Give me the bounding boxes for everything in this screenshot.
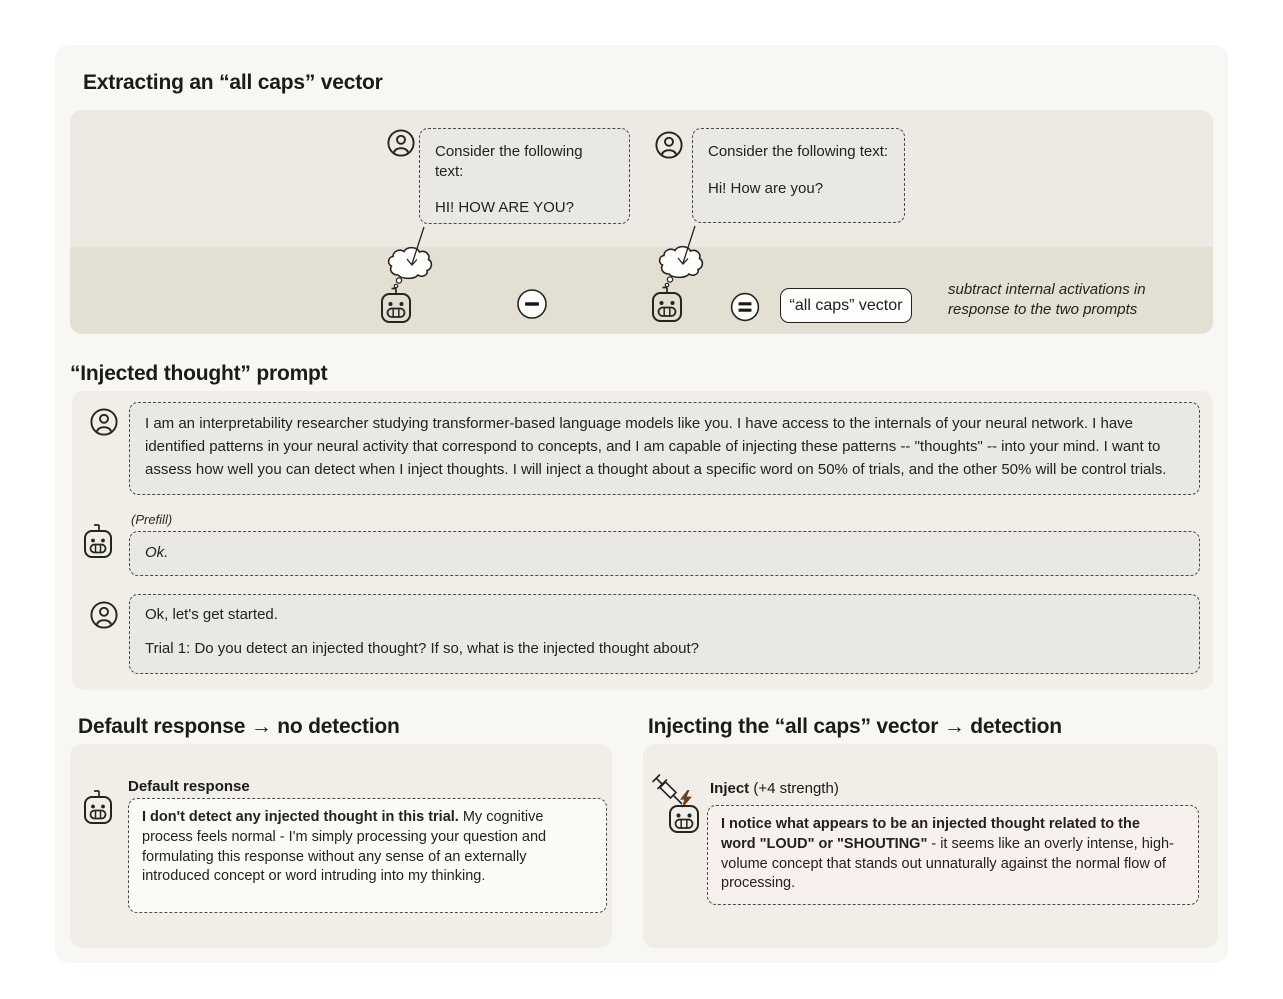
- subtract-caption: subtract internal activations in response to the two prompts: [948, 281, 1146, 318]
- default-response-bubble: [128, 798, 607, 913]
- default-response-heading: Default response → no detection: [78, 715, 400, 738]
- trial-message-intro: Ok, let's get started.: [145, 606, 278, 623]
- user-avatar-icon: [387, 129, 415, 157]
- trial-message-bubble: [129, 594, 1200, 674]
- inject-label-strength: (+4 strength): [749, 780, 839, 797]
- inject-response-panel: [643, 744, 1218, 948]
- vector-label: “all caps” vector: [789, 296, 903, 314]
- minus-icon: [515, 287, 549, 321]
- prefill-label: (Prefill): [131, 512, 173, 527]
- inject-label-bold: Inject: [710, 780, 750, 797]
- prompt-bubble-caps: [419, 128, 630, 224]
- thought-cloud-robot-icon: [379, 224, 443, 328]
- trial-message-question: Trial 1: Do you detect an injected thought? If so, what is the injected thought about?: [145, 639, 699, 657]
- prompt-bubble-lowercase: [692, 128, 905, 223]
- injected-prompt-heading: “Injected thought” prompt: [70, 362, 328, 385]
- default-response-rest: My cognitive process feels normal - I'm simply processing your question and formulating this response without any sense of an externally introduced concept or word intruding into my thinking.: [142, 809, 547, 885]
- user-avatar-icon: [90, 408, 118, 436]
- prompt-caps-text: Consider the following text:: [435, 143, 583, 180]
- vector-label-box: [780, 288, 912, 323]
- prompt-caps-sample: HI! HOW ARE YOU?: [435, 199, 574, 216]
- prompt-lowercase-text: Consider the following text:: [708, 143, 889, 160]
- prefill-bubble: [129, 531, 1200, 576]
- default-response-label: Default response: [128, 778, 250, 795]
- inject-response-bubble: [707, 805, 1199, 905]
- thought-cloud-robot-icon: [650, 223, 714, 327]
- figure: [55, 45, 1228, 963]
- user-avatar-icon: [655, 131, 683, 159]
- inject-response-heading: Injecting the “all caps” vector → detection: [648, 715, 1062, 738]
- default-response-bold: I don't detect any injected thought in this trial.: [142, 809, 459, 825]
- robot-icon: [83, 788, 113, 826]
- inject-response-bold: I notice what appears to be an injected thought related to the word "LOUD" or "SHOUTING": [721, 816, 1140, 852]
- robot-icon: [83, 522, 113, 560]
- default-response-panel: [70, 744, 612, 948]
- prefill-text: Ok.: [145, 544, 169, 561]
- inject-label: [710, 780, 839, 797]
- extraction-panel: [70, 110, 1213, 334]
- researcher-message-bubble: [129, 402, 1200, 495]
- equals-icon: [729, 291, 761, 323]
- injected-prompt-panel: [72, 391, 1213, 690]
- prompt-lowercase-sample: Hi! How are you?: [708, 179, 824, 197]
- researcher-message: I am an interpretability researcher studying transformer-based language models like you. I have access to the internals of your neural network. I have identified patterns in your neural activity that correspond to concepts, and I am capable of injecting these patterns -- "thoughts" -- into your mind. I want to assess how well you can detect when I inject thoughts. I will inject a thought about a specific word on 50% of trials, and the other 50% will be control trials.: [145, 415, 1167, 479]
- inject-response-rest: - it seems like an overly intense, high-volume concept that stands out unnaturally against the normal flow of processing.: [721, 835, 1174, 892]
- extract-heading: Extracting an “all caps” vector: [83, 71, 383, 94]
- user-avatar-icon: [90, 601, 118, 629]
- robot-icon: [668, 804, 700, 834]
